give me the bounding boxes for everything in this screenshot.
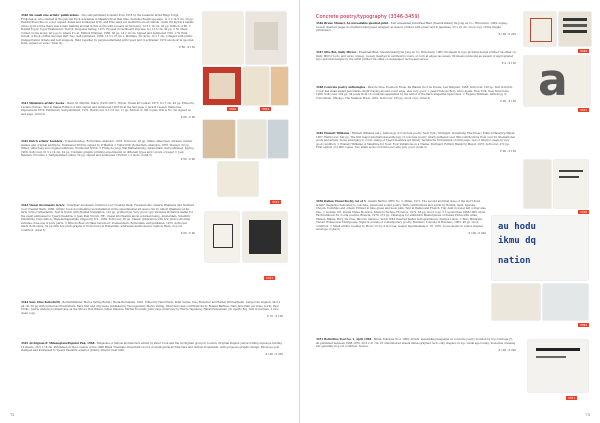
photo-visual-doc-1	[205, 212, 239, 262]
lot-title: Concrete poetry anthologies	[324, 86, 366, 89]
photo-small-card	[271, 67, 288, 105]
lot-description: - Milan, Edizione Tool, 1968. Artists’ assembling magazine on concrete poetry founded by Ugo Carrega (*), all published between 1968-1970. 29.5 x 21 cm, 25 unnumbered sheets mimeographed recto only, stapled on top. Usual age toning, moderate creasing but generally in good condition. Scarce.	[316, 338, 516, 348]
lot-title: Bollettino Tool No. 1, April 1968	[324, 338, 372, 341]
photo-booklet-cream	[203, 12, 243, 64]
lot-number: 3351	[316, 338, 324, 341]
lot-description: - Berlin/Münster, Merve Verlag Berlin / Rosta-Buchladen, 1981. Edited by Heidi Paris, Peter Gente, Uwe Fleischer and Rainer Wörnerhielm. Large folio stapled, 34.5 x 24 cm, 56 pp with numerous illustrations. Rare first and only issue published by the legendary Merve Verlag. Interviews and contributions by Roland Barthes, Nam June Paik (on video work), Paul Virilio, Laurie Anderson (Americans on the Move), Bob Wilson, Gilles Deleuze, Michel Foucault, John Cage (interview by Pierre Taguiere), Harald Szeemann (on Aperto 80). Text in German. A nice clean copy.	[21, 301, 281, 315]
lot-price: € 90 - € 150	[500, 100, 516, 103]
lot-price: € 80 - € 150	[179, 45, 195, 49]
lot-number: 3347	[316, 51, 324, 54]
lot-entry-3340	[21, 14, 195, 49]
lot-price: € 4 - € 150	[501, 61, 516, 65]
lot-entry-3343	[21, 204, 195, 236]
lot-price: € 70 - € 100	[267, 315, 283, 318]
lot-description: - Paul de Vree, Poezie in Fusie. De Bladen Voor de Poezie, Lier Belgium, 1968. Softcover, 128 pp. Text in Dutch. Cover has small added pen marks, slight fraying around cover edge, else very good. = Jean-François Bory, Once Again. New York, New Directions, 1968. Softcover, 124 pp. 34 poets from 10 countries assembled by the editor of the Paris magazine Approches. = Eugene Wildman, Anthology of Concretism. Chicago, The Swallow Press, 1970. Softcover, 165 pp. Good copy. (total 3)	[316, 86, 514, 100]
lot-title: Bruno Munari, An unreadable quadrat-print	[324, 22, 389, 25]
lot-tag: 3346	[580, 49, 588, 53]
photo-visual-doc-2	[243, 212, 287, 262]
lot-number: 3350	[316, 200, 324, 203]
lot-title: Emmett Williams	[324, 132, 350, 135]
lot-title: Italian Visual Poetry, lot of 5	[324, 200, 366, 203]
photo-bollettino-tool	[528, 340, 588, 392]
lot-number: 3346	[316, 22, 324, 25]
page-number: 72	[10, 413, 15, 417]
lot-tag: 3340	[229, 107, 237, 111]
lot-tag: 3350	[580, 323, 588, 327]
letter-a-graphic: a	[538, 55, 568, 106]
lot-title: Otto Rot, Daily Mirror	[324, 51, 357, 54]
lot-entry-3342	[21, 140, 195, 161]
lot-description: - Emmett Williams (ed.), Anthology of Concrete poetry. New York / Stuttgart, Something Else Press / Edition Hansjörg Mayer, 1967. Hardcover, 342 pp. The first major international anthology of concrete poetry, which gathered over 300 contributions from over 20 international poets and artists. Some smudging to cover, stamp of Tjeerd Deelstra art library Technische Universiteit on first page, rest of interior clean, in very good condition. = Emmett Williams, A Valentine for Noel: Four Variations on a Theme. Stuttgart, Edition Hansjörg Mayer, 1973. Softcover, 272 pp. First edition of 2.000 copies. Two small spots on frontcover, else very good. (total 2)	[316, 132, 516, 149]
photo-dutch-booklet-3	[268, 120, 288, 158]
lot-number: 3343	[21, 204, 29, 207]
poster-text-line-1: au hodu	[498, 222, 536, 232]
lot-entry-3349	[316, 132, 516, 153]
photo-booklet-grey	[246, 12, 286, 64]
lot-number: 3348	[316, 86, 324, 89]
lot-entry-3345	[21, 342, 283, 356]
lot-entry-3344	[21, 301, 283, 319]
lot-number: 3344	[21, 301, 29, 304]
lot-tag: 3348	[580, 210, 588, 214]
photo-logomotives	[543, 284, 588, 320]
lot-title: Solo. Eine Zeitschrift	[29, 301, 60, 304]
lot-price: € 60 - € 90	[180, 232, 195, 235]
lot-tag: 3341	[262, 107, 270, 111]
lot-price: € 100 - € 200	[468, 231, 486, 235]
lot-entry-3346	[316, 22, 516, 36]
lot-number: 3340	[21, 14, 29, 17]
photo-mec-poster	[492, 216, 588, 280]
lot-price: € 60 - € 90	[180, 116, 195, 119]
lot-price: € 100 - € 200	[498, 348, 516, 352]
photo-dutch-booklet-1	[203, 120, 235, 158]
photo-anthology-1	[524, 160, 551, 208]
poster-text-line-3: nation	[498, 256, 531, 266]
lot-title: Archigram 8: Milanogram/Popular Pak, 1968	[29, 342, 95, 345]
lot-number: 3349	[316, 132, 324, 135]
photo-unreadable-quadrat	[524, 12, 556, 46]
lot-description: - Interimar Anonniem, Instituut voor Creatief Werk, Fiestenwolde, Galerie Waalkens and Instituut voor Creatief Werk, 1968. Artists’ book documenting an installation in the experimental art space run by Albert Waalkens at his farm in the Netherlands. Text in Dutch with English translation, 122 pp. printed b/w. Very good copy. Includes invitation leaflet for the event addressed to Tjeerd Deelstra. = Jean Paul Vroom, HE - visual information about a human being. Amsterdam, Scientific Publishing Corporation / Wetenschappelijke Uitgeverij N.V., 1969. Softcover, 56 pp. Classic publication with b/w photos showing extreme close-ups of body parts. = Wim de Boer en Hans Verschoor, Voedsenbern. Rotterdam, self-published, 1973. Softcover, black cloth spine, 52 pp with b/w photographs of front doors in Rotterdam, addresses mentioned in caption. Rare, in good condition. (total 3)	[21, 204, 195, 232]
photo-dutch-booklet-2	[238, 120, 266, 158]
lot-entry-3347	[316, 51, 516, 65]
lot-tag: 3343	[266, 276, 274, 280]
lot-title: Miniature artists’ books	[29, 102, 65, 105]
lot-title: Six small size artists’ publications	[29, 14, 79, 17]
lot-entry-3341	[21, 102, 195, 120]
lot-price: € 100 - € 200	[265, 352, 283, 356]
photo-poesia-visiva	[492, 284, 540, 320]
lot-price: € 100 - € 200	[498, 32, 516, 36]
lot-price: € 90 - € 150	[500, 149, 516, 153]
lot-description: - Two self-published booklets from 1978 by the Icelandic artist Helgi Torgil Fridjonsson, who studied at the Jan van Eyck Academie in Maastricht at that time. Includes Regnboga-saga. 11.5 x 14.5 cm, 20 pp. Handwritten title on cover, signed, dated and numbered 9/18, and Eins samt sur maðurinn um að standa - hann vill myndi á bakinu (Once upon a time there was a man walking around in this world with a board on his back). 12.5 x 14 cm, 20 pp. Edition of 80. = Roland Topor, Topor Phalluscult. Zurich, Diogenes Verlag, 1975. Housed in cardboard slipcase, 9 x 13.5 cm, 30 pp. = M. Mack Cutner, Come along; let’s go to where it’s at. Edition Kümmel, 1966. 56 pp. 14 x 10 cm. Signed and numbered 7/50. = W. Emil Schult, A Book of Man Secured Part Two. Self-published, 1969. 13.5 x 13 cm + Multiple, 30 cards, 10 x 7 cm, collaged with public transportation tickets and text snippets. Held together by purple letterband with typed text: h.schramer, 1970 encolour te quochet kolin, signed on verso. Total (6)	[21, 14, 194, 45]
section-heading: Concrete poetry/typography (3346-3459)	[316, 14, 420, 20]
lot-entry-3351	[316, 338, 516, 352]
photo-small-book	[243, 67, 269, 105]
lot-tag: 3342	[272, 200, 280, 204]
lot-description: - Kwadraat-Blad, Steendrukkerij De Jong en Co, Hilversum, 1965, 60 sheets in typo-pictorial design printed via offset on Daily Mirror recto and verso, unpag., loosely inserted in cardboard covers, sl. torn at edges (as usual). 60 sheets (unbound as issued) of appropriated typo-pictorial designs by the artist printed via offset on newspaper rectos and versos.	[316, 51, 516, 61]
lot-title: Dutch artists’ booklets	[29, 140, 63, 143]
lot-description: - Een onleesbaar Kwadraat-Blad. Steendrukkerij De Jong en Co., Hilversum, 1964, unpag., loosely inserted pages in original folded paper wrapper, as issued, printed with green text in Japanese, 25 x 25 cm. Good copy of this fragile publication.	[316, 22, 509, 32]
photo-letter-a-card	[524, 56, 590, 106]
photo-daily-mirror	[559, 12, 591, 46]
lot-tag: 3351	[568, 396, 576, 400]
lot-number: 3341	[21, 102, 29, 105]
lot-description: - Magazine of radical architecture edited by Peter Cook and the Archigram group in London. Original stapled yellow folding envelope holding 10 sheets, 26.5 x 16 cm. Published on the occasion of the 1968 Milan Triennale. Important record of avant-garde architecture and radical utopianism, with gorgeous graphic design. Envelope post stamped and addressed to Tjeerd Deelstra; exterior grubby, interior near mint.	[21, 342, 283, 352]
lot-number: 3342	[21, 140, 29, 143]
lot-entry-3350	[316, 200, 486, 235]
lot-number: 3345	[21, 342, 29, 345]
lot-description: - Tomatomushop. Rotterdam, Abandon, 1978. Softcover, 28 pp. Offset, silkscreen, stickers, rubber stamps and original additions. Numbered 28/150, signed by D’Marten = Tijdschrift. Rotterdam, Abandon, 1978. Stapled, 32 pp. Offset, silkscreen and original additions. Numbered 8/250. = Frans de Jong, Wat Blafseheming. Amsterdam, Self published, Spring 1966. Softcover, 21.5 x 14 cm, 24 pp. Contains graphic printing experiments on different types and colours of paper = Joep Bekmen, Excursie 1. Selfpublished cahier, 52 pp, signed and numbered 125/250 = 2 more. (total 5)	[21, 140, 194, 157]
lot-description: - Gianni Bertini, MEC No. 2. Milan, 1971. The second and final issue of the short-lived artists’ magazine dedicated to concrete, visual and sound poetry. With contributions and works by Bertini, Gerz, Spatola, Chopin, Toshihiko and others. Printed in lime green and neon pink. Text in Italian and French. Tiny dent in lower left corner else fine. = Luciano Ori, Poesia Visiva Florence, Edizioni Téchne, Florence, 1972. 48 pp. Good copy. = Logomotives 1963-1983, Illusi, Factotumbook 32 / Lotta poetica, Brescia, 1979. 272 pp. Catalogue for exhibition Masterpieces of Poesia Visiva with Arias-Misson, Blaine, Bory, De Vree, Miccini, Sarenco, Verdi. With inserted leaflet Sottogramma by Dennys Liuzzi. = Enzo Minarelli, Visioni Vivaiaccese Visivipoesie. Signs & sounds of contemporary poetry. Bondeno, Comune di Bondeno, 1983. 48 pp. Good condition. = Small artists’ booklet by Ptoni / Cv by d.m.roosa. Geiger Sperimentale n. 18, 1970. Loose sheets in yellow stapled envelope. (total 5)	[316, 200, 486, 231]
lot-description: - Stelio M. Martini, Diario (1935-1957). Tripoli, Visual art Center, 1975. 9 x 7 cm, 40 pp. Edited by Luciano Caruso. Text in Italian Edition of 200, signed and numbered 108/150 at the last page = Jack B Leeven, Walte Dez Impressions 1879. Eshhuizen, Self-published, 1972. Hardcover, 9.5 x 6 cm, 11 pp. Edition of 100 copies, this is No. 50, signed on last page. (total 2)	[21, 102, 195, 116]
poster-text-line-2: ikmu dq	[498, 236, 536, 246]
photo-cards-red	[203, 67, 241, 105]
lot-tag: 3347	[580, 108, 588, 112]
page-number: 73	[585, 413, 590, 417]
lot-price: € 60 - € 90	[180, 157, 195, 161]
photo-dutch-booklet-4	[218, 162, 258, 196]
lot-title: Visual documents in b/w	[29, 204, 65, 207]
photo-anthology-2	[554, 160, 588, 208]
lot-entry-3348	[316, 86, 516, 104]
